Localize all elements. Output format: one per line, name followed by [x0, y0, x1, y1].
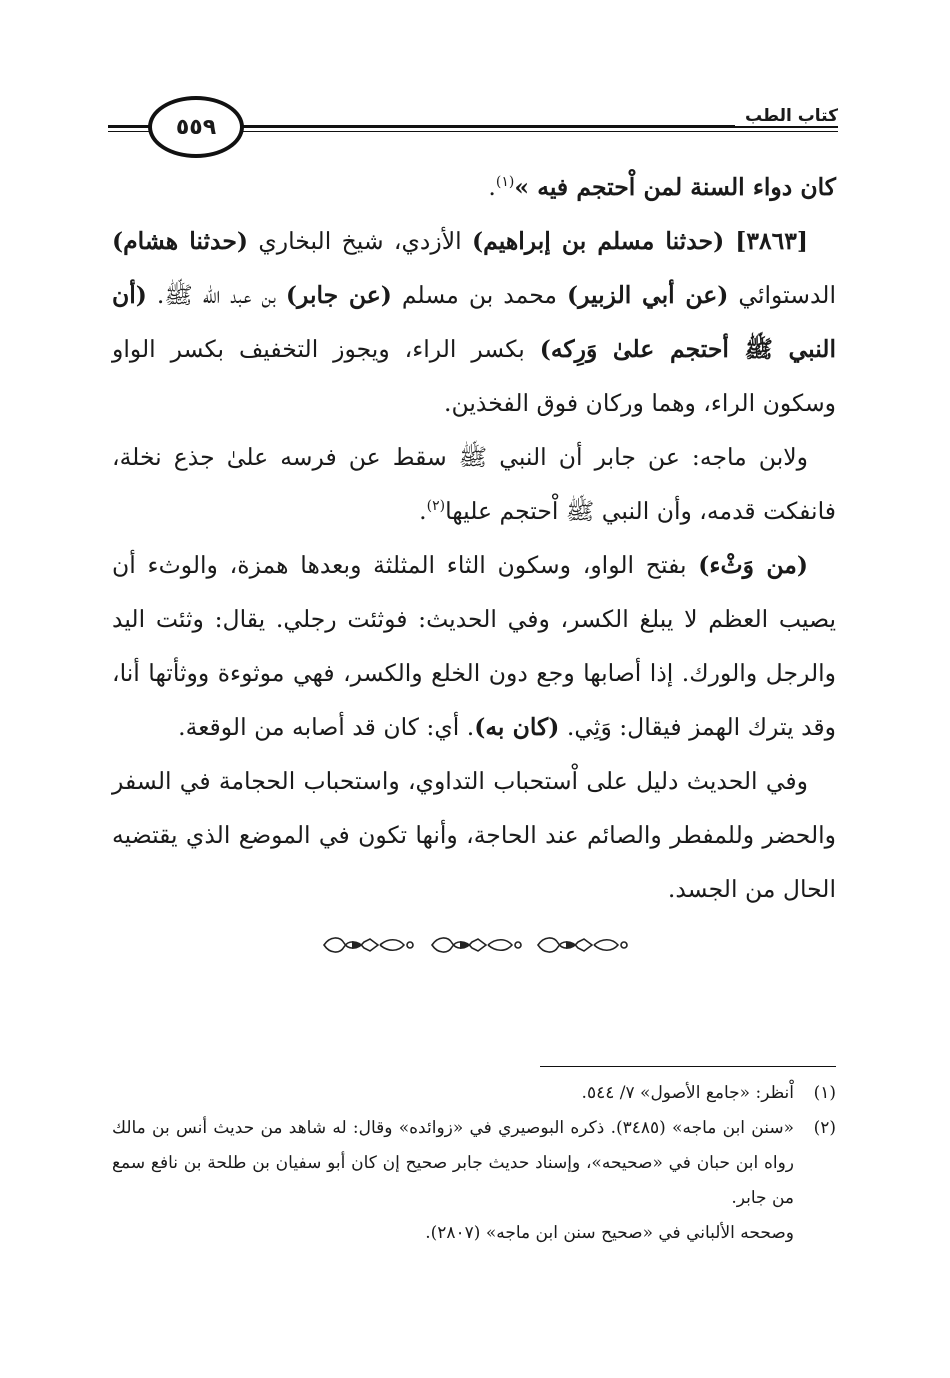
hadith-word: (من وَثْء)	[698, 551, 809, 579]
hadith-quote-end: كان دواء السنة لمن اْحتجم فيه »	[514, 173, 836, 201]
hadith-text: (أن النبي ﷺ أحتجم علىٰ وَرِكه)	[112, 281, 836, 363]
footnote	[112, 1076, 836, 1111]
footnotes	[112, 1076, 836, 1251]
paragraph	[112, 214, 836, 430]
commentary: بفتح الواو، وسكون الثاء المثلثة وبعدها همزة، والوثء أن يصيب العظم لا يبلغ الكسر، وفي الحديث: فوثئت رجلي. يقال: وثئت اليد والرجل والورك. إذا أصابها وجع دون الخلع والكسر، فهي موثوءة ووثأتها أنا، وقد يترك الهمز فيقال: وَثِي.	[112, 551, 836, 741]
commentary: محمد بن مسلم	[391, 281, 567, 309]
page-header	[108, 92, 838, 162]
commentary: الدستوائي	[728, 281, 836, 309]
footnote-ref: (٢)	[426, 498, 446, 515]
footnote-text	[112, 1111, 794, 1251]
chain-narrator: (حدثنا هشام)	[112, 227, 249, 255]
hadith-number-chain: [٣٨٦٣] (حدثنا مسلم بن إبراهيم)	[472, 227, 808, 255]
footnote-ref: (١)	[495, 174, 515, 191]
running-title: كتاب الطب	[735, 106, 838, 126]
footnote	[112, 1111, 836, 1251]
page-number: ٥٥٩	[148, 96, 244, 158]
commentary: . أي: كان قد أصابه من الوقعة.	[178, 713, 475, 741]
punctuation: .	[419, 497, 427, 525]
footnote-text-part: وصححه الألباني في «صحيح سنن ابن ماجه» (٢٨٠٧).	[425, 1223, 794, 1243]
ornament-divider-icon	[318, 930, 634, 960]
footnote-text: اْنظر: «جامع الأصول» ٧/ ٥٤٤.	[581, 1083, 794, 1103]
commentary: بن عبد الله ﷺ.	[146, 281, 286, 309]
punctuation: .	[488, 173, 496, 201]
paragraph	[112, 430, 836, 538]
footnote-separator	[540, 1066, 836, 1067]
footnote-number: (٢)	[813, 1118, 836, 1138]
commentary: ولابن ماجه: عن جابر أن النبي ﷺ سقط عن فرسه علىٰ جذع نخلة، فانفكت قدمه، وأن النبي ﷺ اْحتجم عليها	[112, 443, 836, 525]
chain-narrator: (عن أبي الزبير)	[566, 281, 729, 309]
footnote-text-part: «سنن ابن ماجه» (٣٤٨٥). ذكره البوصيري في «زوائده» وقال: له شاهد من حديث أنس بن مالك رواه ابن حبان في «صحيحه»، وإسناد حديث جابر صحيح إن كان أبو سفيان بن طلحة بن نافع سمع من جابر.	[112, 1118, 794, 1208]
main-text	[112, 160, 836, 916]
hadith-word: (كان به)	[474, 713, 560, 741]
paragraph	[112, 538, 836, 754]
commentary: وفي الحديث دليل على اْستحباب التداوي، واستحباب الحجامة في السفر والحضر وللمفطر والصائم عند الحاجة، وأنها تكون في الموضع الذي يقتضيه الحال من الجسد.	[112, 767, 836, 903]
footnote-number: (١)	[813, 1083, 836, 1103]
commentary: بكسر الراء، ويجوز التخفيف بكسر الواو وسكون الراء، وهما وركان فوق الفخذين.	[112, 335, 836, 417]
paragraph	[112, 160, 836, 214]
chain-narrator: (عن جابر)	[285, 281, 392, 309]
commentary: الأزدي، شيخ البخاري	[248, 227, 472, 255]
paragraph	[112, 754, 836, 916]
